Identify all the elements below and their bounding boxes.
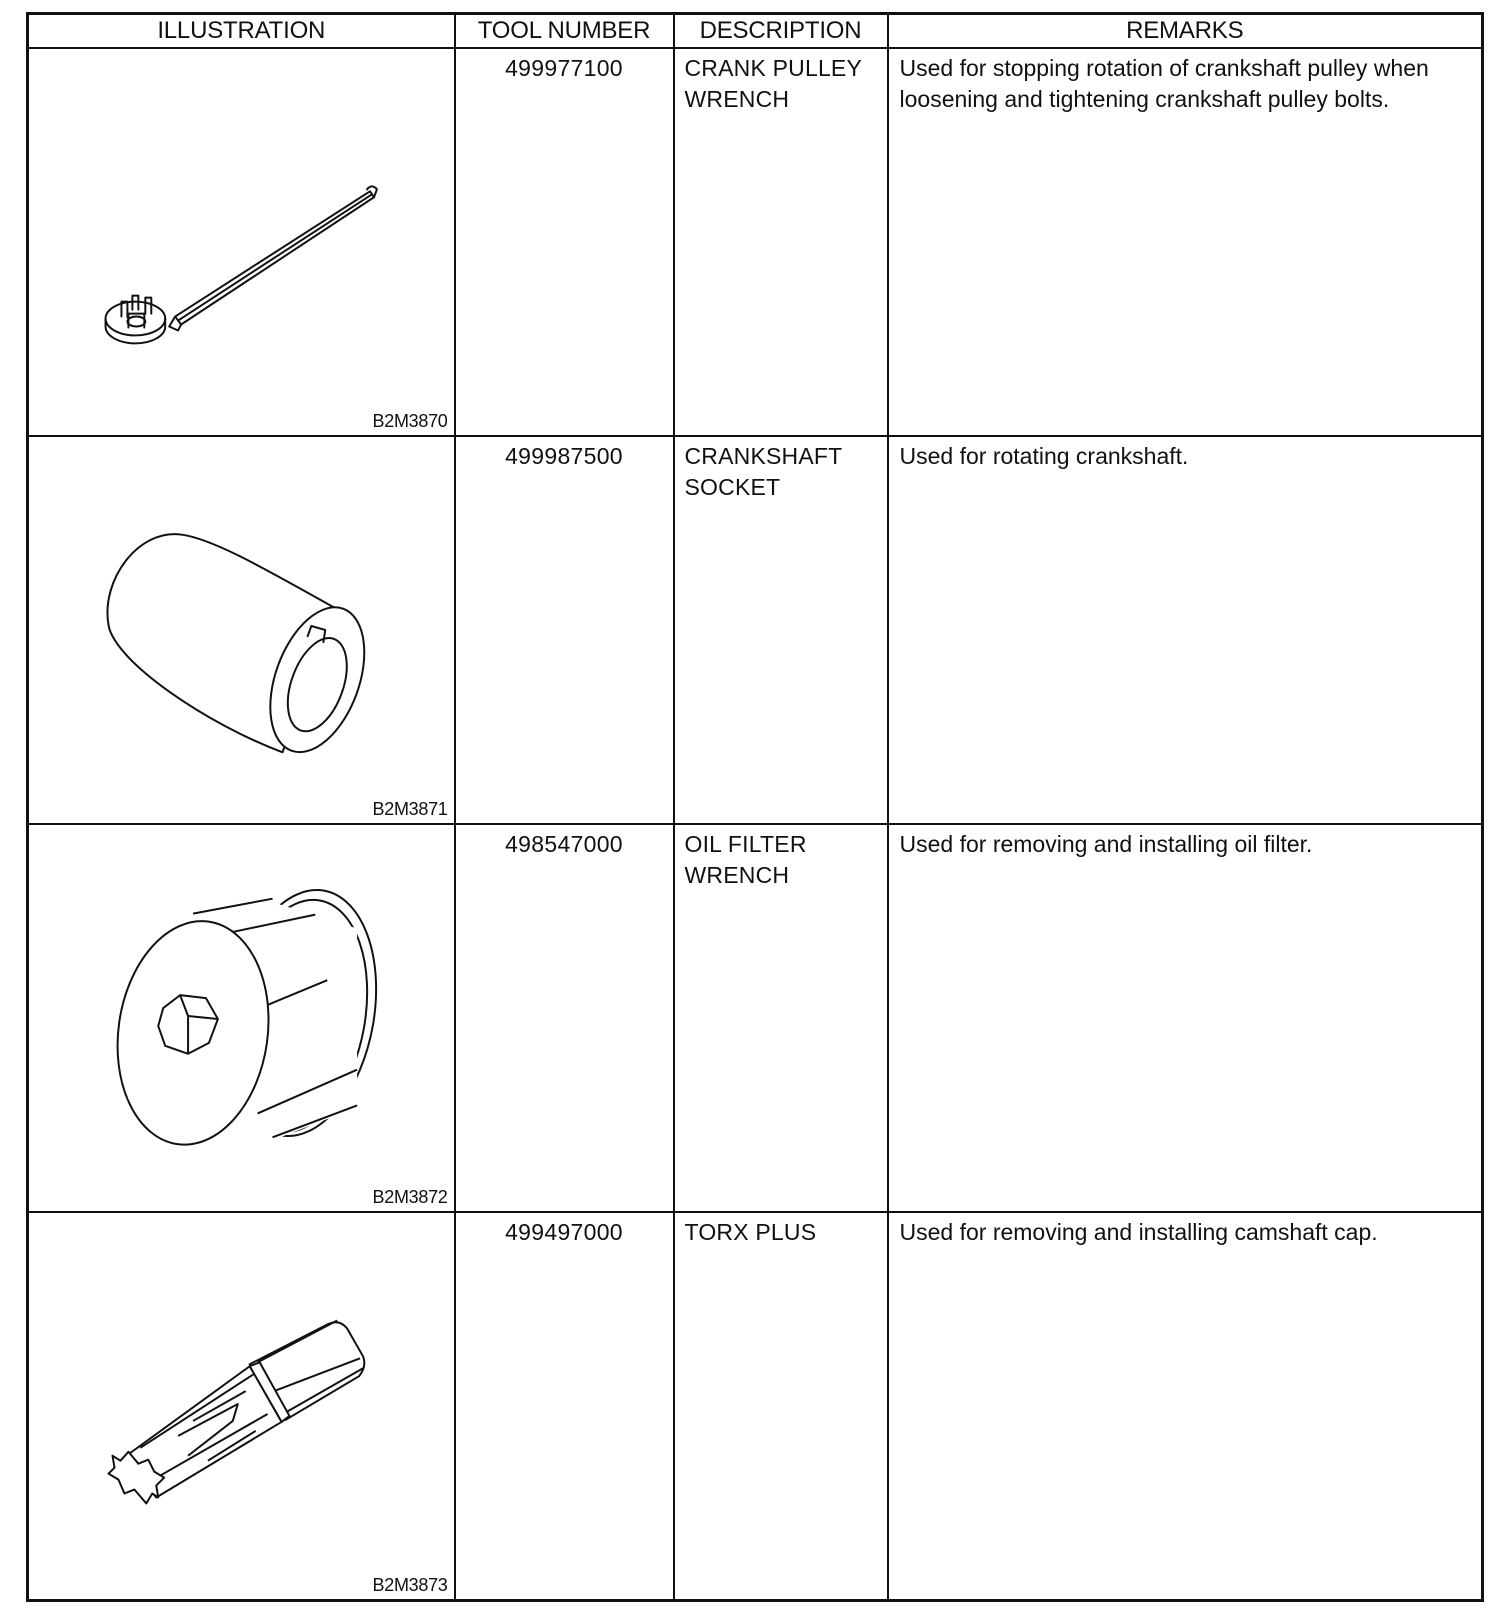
- header-row: [28, 14, 1483, 49]
- description-cell: [674, 48, 888, 436]
- oil-filter-wrench-icon: [29, 825, 454, 1211]
- remarks-cell: [888, 436, 1483, 824]
- tool-description: CRANK PULLEY WRENCH: [684, 55, 863, 112]
- table-row: [28, 436, 1483, 824]
- special-tools-table: [26, 12, 1484, 1602]
- figure-code: B2M3871: [372, 798, 448, 819]
- tool-number: 499497000: [505, 1218, 623, 1245]
- crankshaft-socket-icon: [29, 437, 454, 823]
- table-row: [28, 48, 1483, 436]
- header-illustration: ILLUSTRATION: [28, 14, 455, 49]
- tool-number-cell: [455, 48, 674, 436]
- remarks-cell: [888, 48, 1483, 436]
- header-remarks: REMARKS: [888, 14, 1483, 49]
- tool-number: 498547000: [505, 830, 623, 857]
- figure-code: B2M3870: [372, 410, 448, 431]
- tool-remarks: Used for rotating crankshaft.: [899, 442, 1189, 469]
- tool-number-cell: [455, 1212, 674, 1601]
- tool-remarks: Used for stopping rotation of crankshaft pulley when loosening and tightening crankshaft pulley bolts.: [899, 55, 1429, 112]
- remarks-cell: [888, 824, 1483, 1212]
- tool-number: 499977100: [505, 55, 623, 81]
- tool-description: TORX PLUS: [684, 1218, 817, 1245]
- tool-number-cell: [455, 436, 674, 824]
- tool-number: 499987500: [505, 442, 623, 469]
- crank-pulley-wrench-icon: [29, 49, 454, 435]
- table-row: [28, 824, 1483, 1212]
- table-row: [28, 1212, 1483, 1601]
- header-description: DESCRIPTION: [674, 14, 888, 49]
- tool-description: CRANKSHAFT SOCKET: [684, 442, 843, 500]
- description-cell: [674, 824, 888, 1212]
- figure-code: B2M3873: [372, 1575, 448, 1595]
- description-cell: [674, 436, 888, 824]
- tool-remarks: Used for removing and installing oil filter.: [899, 830, 1313, 857]
- tool-remarks: Used for removing and installing camshaft cap.: [899, 1218, 1378, 1245]
- tool-description: OIL FILTER WRENCH: [684, 830, 807, 888]
- torx-plus-icon: [29, 1213, 454, 1599]
- remarks-cell: [888, 1212, 1483, 1601]
- header-tool-number: TOOL NUMBER: [455, 14, 674, 49]
- figure-code: B2M3872: [372, 1186, 448, 1207]
- illustration-cell: [28, 48, 455, 436]
- illustration-cell: [28, 436, 455, 824]
- illustration-cell: [28, 824, 455, 1212]
- illustration-cell: [28, 1212, 455, 1601]
- tool-number-cell: [455, 824, 674, 1212]
- description-cell: [674, 1212, 888, 1601]
